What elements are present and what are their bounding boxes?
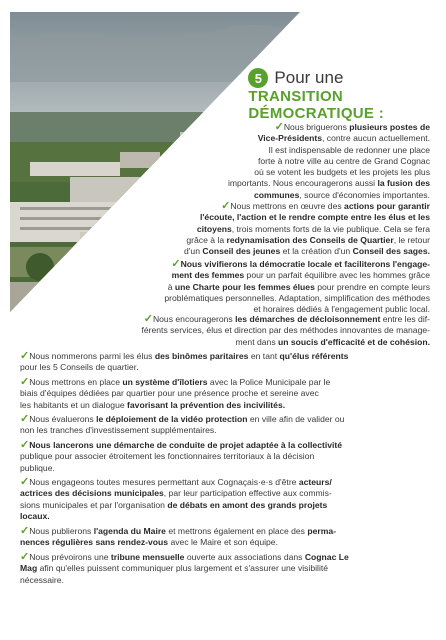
body-text: d'un: [184, 246, 203, 257]
body-text: pour un parfait équilibre avec les hommes grâce: [244, 270, 430, 281]
paragraph-line: [20, 362, 420, 373]
bold-text: actions pour garantir: [344, 201, 430, 211]
checkmark-icon: ✓: [20, 551, 30, 563]
paragraph-line: [170, 122, 430, 133]
bold-text: Vice-Présidents: [257, 133, 323, 144]
paragraph-line: [170, 167, 430, 178]
body-text: , trois moments forts de la vie publique. Cela se fera: [231, 223, 430, 234]
paragraph-line: [170, 133, 430, 144]
paragraph-line: [170, 156, 430, 167]
body-text: non les tranches d'investissement supplémentaires.: [20, 425, 217, 436]
body-text: , le retour: [393, 234, 430, 245]
body-text: nécessaire.: [20, 574, 64, 585]
paragraph-line: [20, 477, 430, 488]
paragraph-line: [20, 425, 430, 436]
body-text: les habitants et un dialogue: [20, 399, 128, 410]
paragraph-line: [20, 537, 430, 548]
commitment-paragraph: [140, 201, 430, 257]
paragraph-line: [20, 488, 430, 499]
bold-text: l'écoute, l'action et le rendre compte entre les élus et les: [200, 212, 430, 223]
body-text: en ville afin de valider ou: [247, 414, 345, 424]
body-text: et horaires dédiés à l'engagement public local.: [253, 304, 430, 315]
paragraph-line: [90, 314, 430, 325]
title-line3: DÉMOCRATIQUE :: [248, 105, 384, 122]
body-text: avec la Police Municipale par le: [207, 377, 331, 387]
checkmark-icon: ✓: [171, 258, 181, 270]
body-text: importants. Nous encouragerons aussi: [227, 178, 378, 189]
body-text: en tant: [248, 351, 280, 361]
paragraph-line: [20, 388, 430, 399]
body-text: avec le Maire et son équipe.: [168, 537, 278, 548]
bold-text: Cognac Le: [304, 552, 349, 562]
commitment-paragraph: [20, 414, 430, 437]
title-line2: TRANSITION: [248, 88, 344, 105]
paragraph-line: [120, 270, 430, 281]
body-text: grâce à la: [186, 234, 227, 245]
commitment-paragraph: [20, 552, 430, 586]
bold-text: Conseil des jeunes: [202, 246, 281, 257]
body-text: , source d'économies importantes.: [299, 189, 430, 200]
section-number-badge: 5: [248, 68, 268, 88]
bold-text: des binômes paritaires: [154, 351, 249, 361]
body-text: et la création d'un: [280, 246, 353, 257]
bold-text: le déploiement de la vidéo protection: [96, 414, 248, 424]
bold-text: Conseil des sages.: [352, 246, 430, 257]
body-text: Il est indispensable de redonner une place: [268, 144, 430, 155]
body-text: sions municipales et par l'organisation: [20, 499, 168, 510]
paragraph-line: [140, 224, 430, 235]
paragraph-line: [20, 440, 430, 451]
bold-text: actrices des décisions municipales: [20, 488, 164, 499]
body-text: entre les dif-: [380, 314, 430, 324]
body-text: Nous briguerons: [283, 122, 350, 132]
bold-text: Nous lancerons une démarche de conduite de projet adaptée à la collectivité: [29, 440, 343, 450]
checkmark-icon: ✓: [221, 200, 231, 212]
paragraph-line: [20, 575, 430, 586]
body-text: forte à notre ville au centre de Grand Cognac: [258, 155, 430, 166]
paragraph-line: [120, 259, 430, 270]
body-text: afin qu'elles puissent communiquer plus largement et s'assurer une visibilité: [37, 563, 329, 574]
paragraph-line: [170, 178, 430, 189]
body-text: Nous évaluerons: [29, 414, 97, 424]
paragraph-line: [120, 293, 430, 304]
paragraph-line: [20, 414, 430, 425]
commitment-paragraph: [20, 526, 430, 549]
checkmark-icon: ✓: [143, 313, 153, 325]
paragraph-line: [20, 500, 430, 511]
commitment-paragraph: [120, 259, 430, 315]
commitment-paragraph: [170, 122, 430, 201]
body-text: Nous mettrons en œuvre des: [230, 201, 345, 211]
paragraph-line: [90, 325, 430, 336]
paragraph-line: [20, 400, 430, 411]
bold-text: la fusion des: [377, 178, 430, 189]
paragraph-line: [120, 282, 430, 293]
paragraph-line: [140, 201, 430, 212]
paragraph-line: [20, 563, 430, 574]
bold-text: qu'élus référents: [279, 351, 349, 361]
body-text: ment dans: [235, 336, 278, 347]
bold-text: un soucis d'efficacité et de cohésion.: [278, 336, 430, 347]
body-text: , contre aucun actuellement.: [322, 133, 430, 144]
title-line1: Pour une: [274, 68, 344, 87]
bold-text: nences régulières sans rendez-vous: [20, 537, 169, 548]
body-text: Nous prévoirons une: [29, 552, 111, 562]
checkmark-icon: ✓: [20, 413, 30, 425]
bold-text: locaux.: [20, 510, 50, 521]
body-text: ouverte aux associations dans: [184, 552, 305, 562]
checkmark-icon: ✓: [20, 525, 30, 537]
body-text: problématiques personnelles. Adaptation, simplification des méthodes: [164, 292, 430, 303]
bold-text: communes: [254, 189, 300, 200]
commitment-paragraph: [20, 477, 430, 522]
body-text: publique.: [20, 462, 55, 473]
bold-text: Mag: [20, 563, 38, 574]
bold-text: une Charte pour les femmes élues: [174, 281, 315, 292]
body-text: pour les 5 Conseils de quartier.: [20, 362, 139, 373]
body-text: à: [167, 281, 175, 292]
checkmark-icon: ✓: [274, 121, 284, 133]
bold-text: l'agenda du Maire: [93, 526, 166, 536]
body-text: pour prendre en compte leurs: [314, 281, 430, 292]
paragraph-line: [140, 212, 430, 223]
bold-text: perma-: [307, 526, 337, 536]
body-text: Nous mettrons en place: [29, 377, 123, 387]
bold-text: citoyens: [196, 223, 232, 234]
body-text: , par leur participation effective aux commis-: [163, 488, 332, 499]
body-text: Nous engageons toutes mesures permettant aux Cognaçais·e·s d'être: [29, 477, 299, 487]
paragraph-line: [20, 351, 420, 362]
paragraph-line: [170, 145, 430, 156]
bold-text: Nous vivifierons la démocratie locale et faciliterons l'engage-: [180, 259, 430, 269]
bold-text: favorisant la prévention des incivilités.: [127, 399, 286, 410]
bold-text: les démarches de décloisonnement: [235, 314, 381, 324]
bold-text: acteurs/: [298, 477, 332, 487]
paragraph-line: [20, 463, 430, 474]
body-text: biais d'équipes dédiées par quartier pour une présence proche et sereine avec: [20, 388, 319, 399]
bold-text: de débats en amont des grands projets: [167, 499, 328, 510]
checkmark-icon: ✓: [20, 350, 30, 362]
bold-text: redynamisation des Conseils de Quartier: [226, 234, 394, 245]
paragraph-line: [140, 235, 430, 246]
commitment-paragraph: [20, 351, 420, 374]
body-text: férents services, élus et direction par des méthodes innovantes de manage-: [141, 325, 430, 336]
bold-text: ment des femmes: [171, 270, 245, 281]
bold-text: plusieurs postes de: [349, 122, 430, 132]
paragraph-line: [20, 552, 430, 563]
paragraph-line: [170, 190, 430, 201]
paragraph-line: [140, 246, 430, 257]
section-title: [248, 68, 384, 122]
paragraph-line: [20, 511, 430, 522]
checkmark-icon: ✓: [20, 376, 30, 388]
body-text: publique pour associer étroitement les fonctionnaires territoriaux à la décision: [20, 451, 315, 462]
paragraph-line: [20, 526, 430, 537]
body-text: Nous publierons: [29, 526, 94, 536]
checkmark-icon: ✓: [20, 476, 30, 488]
commitment-paragraph: [90, 314, 430, 348]
bold-text: un système d'îlotiers: [122, 377, 208, 387]
commitment-paragraph: [20, 377, 430, 411]
body-text: où se votent les budgets et les projets les plus: [254, 167, 430, 178]
bold-text: tribune mensuelle: [110, 552, 185, 562]
paragraph-line: [20, 377, 430, 388]
body-text: Nous encouragerons: [152, 314, 236, 324]
paragraph-line: [90, 337, 430, 348]
body-text: et mettrons également en place des: [165, 526, 308, 536]
checkmark-icon: ✓: [20, 439, 30, 451]
paragraph-line: [20, 451, 430, 462]
body-text: Nous nommerons parmi les élus: [29, 351, 155, 361]
commitment-paragraph: [20, 440, 430, 474]
